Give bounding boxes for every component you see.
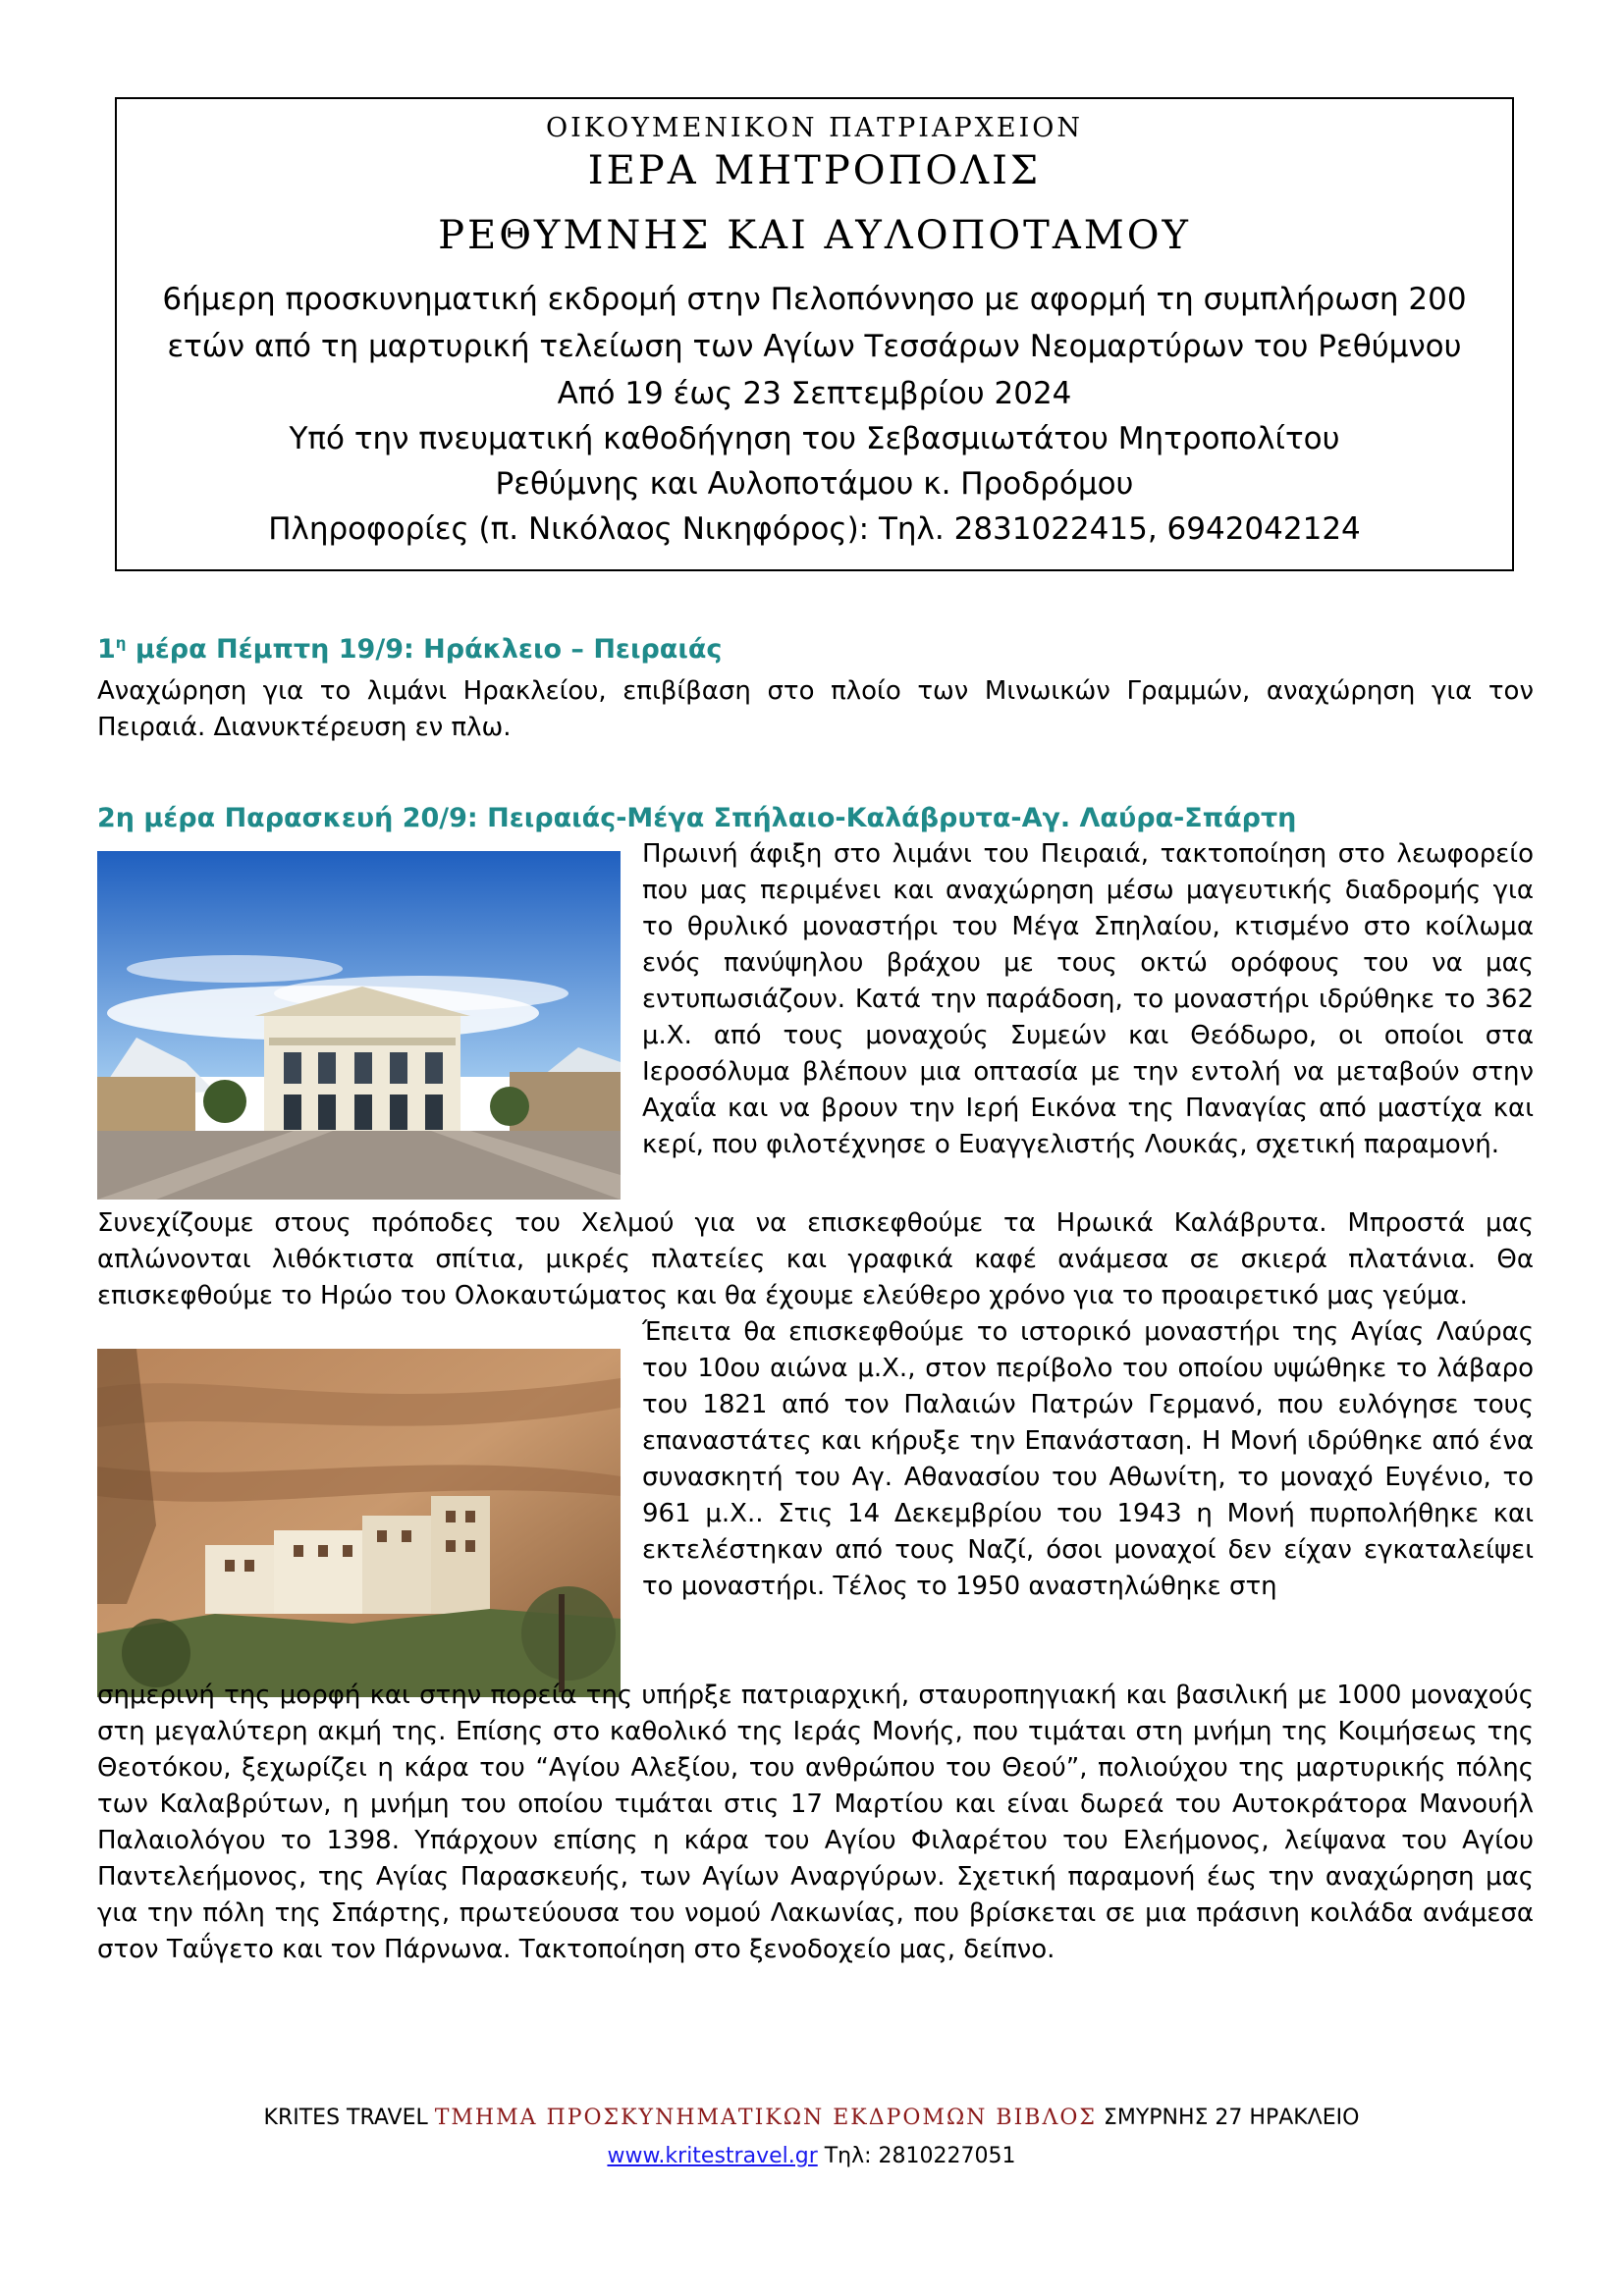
day2-text-d: σημερινή της μορφή και στην πορεία της υπήρξε πατριαρχική, σταυροπηγιακή και βασιλική με 1000 μοναχούς στη μεγαλύτερη ακμή της. Επίσης στο καθολικό της Ιεράς Μονής, που τιμάται στη μνήμη της Κοιμήσεως της Θεοτόκου, ξεχωρίζει η κάρα του “Αγίου Αλεξίου, του ανθρώπου του Θεού”, πολιούχου της μαρτυρικής πόλης των Καλαβρύτων, η μνήμη του οποίου τιμάται στις 17 Μαρτίου και είναι δωρεά του Αυτοκράτορα Μανουήλ Παλαιολόγου το 1398. Υπάρχουν επίσης η κάρα του Αγίου Φιλαρέτου του Ελεήμονος, λείψανα του Αγίου Παντελεήμονος, της Αγίας Παρασκευής, των Αγίων Αναργύρων. Σχετική παραμονή έως την αναχώρηση μας για την πόλη της Σπάρτης, πρωτεύουσα του νομού Λακωνίας, που βρίσκεται σε μια πράσινη κοιλάδα ανάμεσα στον Ταΰγετο και τον Πάρνωνα. Τακτοποίηση στο ξενοδοχείο μας, δείπνο.: [97, 1681, 1534, 1964]
day1-text: Αναχώρηση για το λιμάνι Ηρακλείου, επιβίβαση στο πλοίο των Μινωικών Γραμμών, αναχώρηση για τον Πειραιά. Διανυκτέρευση εν πλω.: [97, 676, 1534, 742]
footer-line-2: [0, 2144, 1623, 2168]
header-box: [115, 97, 1514, 571]
day2-text-b: Συνεχίζουμε στους πρόποδες του Χελμού για να επισκεφθούμε τα Ηρωικά Καλάβρυτα. Μπροστά μας απλώνονται λιθόκτιστα σπίτια, μικρές πλατείες και γραφικά καφέ ανάμεσα σε σκιερά πλατάνια. Θα επισκεφθούμε το Ηρώο του Ολοκαυτώματος και θα έχουμε ελεύθερο χρόνο για το προαιρετικό μας γεύμα.: [97, 1208, 1534, 1310]
day2-text-c: Έπειτα θα επισκεφθούμε το ιστορικό μοναστήρι της Αγίας Λαύρας του 10ου αιώνα μ.Χ., στον περίβολο του οποίου υψώθηκε το λάβαρο του 1821 από τον Παλαιών Πατρών Γερμανό, που ευλόγησε τους επαναστάτες και κήρυξε την Επανάσταση. Η Μονή ιδρύθηκε από ένα συνασκητή του Αγ. Αθανασίου του Αθωνίτη, το μοναχό Ευγένιο, το 961 μ.Χ.. Στις 14 Δεκεμβρίου του 1943 η Μονή πυρπολήθηκε και εκτελέστηκαν από τους Ναζί, όσοι μοναχοί δεν είχαν εγκαταλείψει το μοναστήρι. Τέλος το 1950 αναστηλώθηκε στη: [642, 1317, 1534, 1601]
footer-line-1: [0, 2106, 1623, 2130]
trip-description-2: ετών από τη μαρτυρική τελείωση των Αγίων Τεσσάρων Νεομαρτύρων του Ρεθύμνου: [167, 329, 1462, 364]
footer-address: ΣΜΥΡΝΗΣ 27 ΗΡΑΚΛΕΙΟ: [1096, 2106, 1360, 2130]
day1-heading: [97, 634, 722, 665]
contact-info: Πληροφορίες (π. Νικόλαος Νικηφόρος): Τηλ. 2831022415, 6942042124: [268, 511, 1361, 547]
guidance-line-2: Ρεθύμνης και Αυλοποτάμου κ. Προδρόμου: [495, 466, 1134, 502]
monastery-photo-svg: [97, 1349, 621, 1697]
footer-phone: Τηλ: 2810227051: [817, 2144, 1016, 2168]
metropolis-subtitle: ΡΕΘΥΜΝΗΣ ΚΑΙ ΑΥΛΟΠΟΤΑΜΟΥ: [438, 213, 1191, 258]
trip-description-1: 6ήμερη προσκυνηματική εκδρομή στην Πελοπόννησο με αφορμή τη συμπλήρωση 200: [162, 282, 1467, 317]
kalavryta-town-hall-photo: [97, 851, 621, 1200]
guidance-line-1: Υπό την πνευματική καθοδήγηση του Σεβασμιωτάτου Μητροπολίτου: [289, 421, 1340, 456]
day2-text-a: Πρωινή άφιξη στο λιμάνι του Πειραιά, τακτοποίηση στο λεωφορείο που μας περιμένει και αναχώρηση μέσω μαγευτικής διαδρομής για το θρυλικό μοναστήρι του Μέγα Σπηλαίου, κτισμένο στο κοίλωμα ενός πανύψηλου βράχου με τους οκτώ ορόφους του να μας εντυπωσιάζουν. Κατά την παράδοση, το μοναστήρι ιδρύθηκε το 362 μ.Χ. από τους μοναχούς Συμεών και Θεόδωρο, οι οποίοι στα Ιεροσόλυμα βλέπουν μια οπτασία με την εντολή να μεταβούν στην Αχαΐα και να βρουν την Ιερή Εικόνα της Παναγίας από μαστίχα και κερί, που φιλοτέχνησε ο Ευαγγελιστής Λουκάς, σχετική παραμονή.: [642, 839, 1534, 1159]
patriarchate-title: ΟΙΚΟΥΜΕΝΙΚΟΝ ΠΑΤΡΙΑΡΧΕΙΟΝ: [546, 113, 1083, 143]
footer-department: ΤΜΗΜΑ ΠΡΟΣΚΥΝΗΜΑΤΙΚΩΝ ΕΚΔΡΟΜΩΝ ΒΙΒΛΟΣ: [434, 2106, 1097, 2130]
footer-agency: KRITES TRAVEL: [263, 2106, 435, 2130]
day2-heading: 2η μέρα Παρασκευή 20/9: Πειραιάς-Μέγα Σπήλαιο-Καλάβρυτα-Αγ. Λαύρα-Σπάρτη: [97, 803, 1297, 833]
website-link[interactable]: www.kritestravel.gr: [607, 2144, 818, 2168]
metropolis-title: ΙΕΡΑ ΜΗΤΡΟΠΟΛΙΣ: [587, 148, 1042, 193]
day1-number: 1: [97, 634, 116, 665]
kalavryta-photo-svg: [97, 851, 621, 1200]
day1-title-text: μέρα Πέμπτη 19/9: Ηράκλειο – Πειραιάς: [126, 634, 723, 665]
trip-dates: Από 19 έως 23 Σεπτεμβρίου 2024: [557, 376, 1072, 411]
mega-spilaio-monastery-photo: [97, 1349, 621, 1697]
day1-ordinal: η: [115, 634, 127, 652]
